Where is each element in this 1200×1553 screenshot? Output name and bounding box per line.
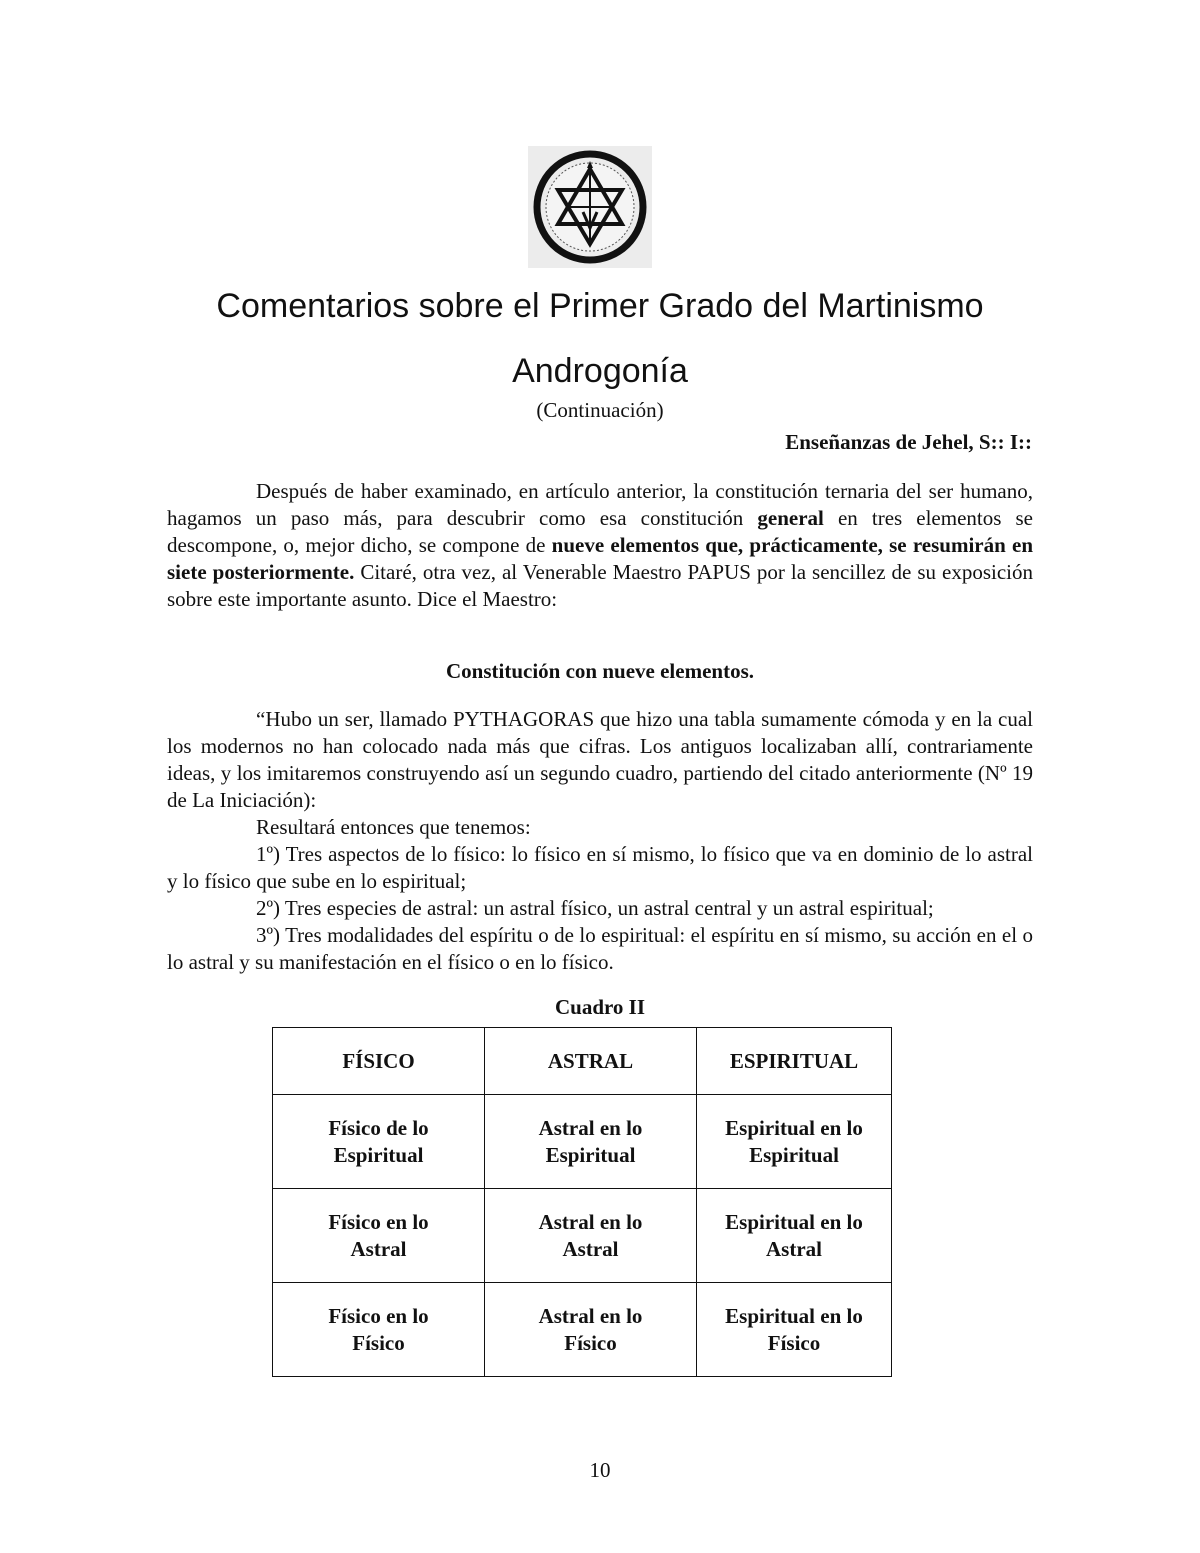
quote-list-item: 2º) Tres especies de astral: un astral físico, un astral central y un astral espiritual; bbox=[256, 896, 934, 920]
table-cell bbox=[273, 1283, 485, 1377]
table-cell bbox=[697, 1189, 892, 1283]
cell-line: Físico de lo bbox=[328, 1115, 429, 1140]
table-row bbox=[273, 1189, 892, 1283]
cell-line: Espiritual en lo bbox=[725, 1209, 863, 1234]
table-header-cell: ASTRAL bbox=[485, 1028, 697, 1095]
table-row bbox=[273, 1095, 892, 1189]
table-header-row bbox=[273, 1028, 892, 1095]
cell-line: Astral bbox=[350, 1236, 407, 1261]
martinist-seal-icon bbox=[531, 148, 649, 266]
cell-line: Físico bbox=[767, 1330, 821, 1355]
cell-line: Espiritual en lo bbox=[725, 1303, 863, 1328]
quote-paragraph: “Hubo un ser, llamado PYTHAGORAS que hizo una tabla sumamente cómoda y en la cual los modernos no han colocado nada más que cifras. Los antiguos localizaban allí, contrariamente ideas, y los imitaremos construyendo así un segundo cuadro, partiendo del citado anteriormente (Nº 19 de La Iniciación): bbox=[167, 707, 1033, 812]
cell-line: Astral en lo bbox=[538, 1115, 643, 1140]
page-number: 10 bbox=[589, 1458, 611, 1482]
martinist-seal-emblem bbox=[528, 146, 652, 268]
cell-line: Físico bbox=[564, 1330, 617, 1355]
quote-block bbox=[167, 706, 1033, 976]
intro-text: Después de haber examinado, en artículo anterior, la constitución ternaria del ser humano, hagamos un paso más, para descubrir como esa constitución bbox=[167, 479, 1033, 530]
cell-line: Astral en lo bbox=[538, 1209, 643, 1234]
page-title: Comentarios sobre el Primer Grado del Martinismo bbox=[216, 287, 984, 325]
table-header-cell: FÍSICO bbox=[273, 1028, 485, 1095]
page-subtitle: Androgonía bbox=[512, 352, 688, 390]
quote-list-item: 1º) Tres aspectos de lo físico: lo físico en sí mismo, lo físico que va en dominio de lo astral y lo físico que sube en lo espiritual; bbox=[167, 842, 1033, 893]
intro-paragraph bbox=[167, 478, 1033, 613]
intro-emphasis: general bbox=[757, 506, 824, 530]
section-heading: Constitución con nueve elementos. bbox=[446, 659, 754, 683]
cuadro-table bbox=[272, 1027, 892, 1377]
cell-line: Espiritual en lo bbox=[725, 1115, 863, 1140]
cell-line: Físico en lo bbox=[328, 1209, 429, 1234]
table-cell bbox=[273, 1095, 485, 1189]
table-cell bbox=[697, 1283, 892, 1377]
table-cell bbox=[273, 1189, 485, 1283]
cell-line: Físico bbox=[352, 1330, 405, 1355]
table-cell bbox=[485, 1095, 697, 1189]
cell-line: Astral bbox=[562, 1236, 619, 1261]
table-row bbox=[273, 1283, 892, 1377]
intro-text: Citaré, otra vez, al Venerable Maestro PAPUS por la sencillez de su exposición sobre este importante asunto. Dice el Maestro: bbox=[167, 560, 1033, 611]
table-cell bbox=[485, 1189, 697, 1283]
table-caption: Cuadro II bbox=[554, 995, 646, 1019]
author-line: Enseñanzas de Jehel, S:: I:: bbox=[785, 430, 1032, 454]
cell-line: Espiritual bbox=[749, 1142, 839, 1167]
continuation-note: (Continuación) bbox=[536, 398, 664, 422]
table-cell bbox=[697, 1095, 892, 1189]
cell-line: Astral en lo bbox=[538, 1303, 643, 1328]
cell-line: Espiritual bbox=[545, 1142, 636, 1167]
cell-line: Espiritual bbox=[333, 1142, 424, 1167]
intro-emphasis: nueve elementos que, prácticamente, se resumirán en siete posteriormente. bbox=[167, 533, 1033, 584]
quote-list-item: 3º) Tres modalidades del espíritu o de lo espiritual: el espíritu en sí mismo, su acción en el o lo astral y su manifestación en el físico o en lo físico. bbox=[167, 923, 1033, 974]
table-cell bbox=[485, 1283, 697, 1377]
intro-text: en tres elementos se descompone, o, mejor dicho, se compone de bbox=[167, 506, 1033, 557]
quote-paragraph: Resultará entonces que tenemos: bbox=[256, 815, 531, 839]
table-header-cell: ESPIRITUAL bbox=[697, 1028, 892, 1095]
cell-line: Astral bbox=[766, 1236, 822, 1261]
cell-line: Físico en lo bbox=[328, 1303, 429, 1328]
